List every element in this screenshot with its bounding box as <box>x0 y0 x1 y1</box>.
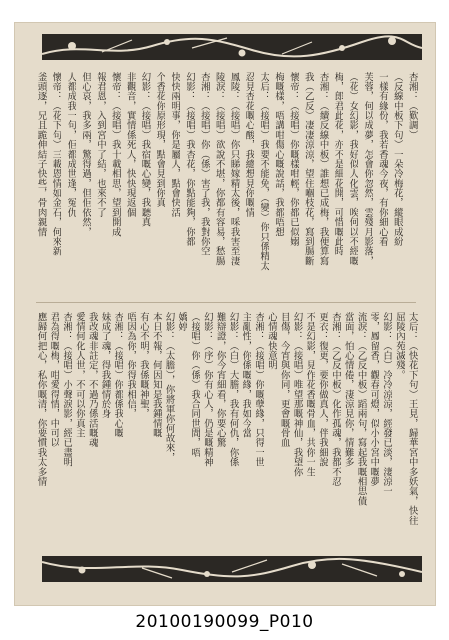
text-column: 屈陵內苑滅殘。 <box>393 312 405 380</box>
text-column: 報君恩，入到宮中了結，也來不了 <box>94 72 106 218</box>
text-column: 懷帝：（接唱）你嘅樣咁輕，你都已似嫋 <box>287 72 299 247</box>
text-column: 更衣：復更，要你做真人，伴我細說 <box>317 312 329 468</box>
text-column: 有心不明，我係嘅神聖， <box>137 312 149 419</box>
text-column: 杏湘：（歎調） <box>406 72 418 140</box>
text-column: 我改魂非註定，不過乃係活嘅魂 <box>86 312 98 448</box>
text-column: 芙蓉，何以成夢，怎會你忽然，雲殘月影落， <box>362 72 374 266</box>
text-column: 妹成了魂，得我鍾情於身 <box>99 312 111 419</box>
text-column: 杏湘：（接唱）小聲淚影，經已盡明 <box>61 312 73 468</box>
text-column: 太后：（快花下句）王見，歸華宮中多妖氣，快往 <box>406 312 418 526</box>
text-column: 鳳陵：（接唱）你只睇嫁精太後，啋我害至淒 <box>228 72 240 266</box>
text-column: 本日不報，何因知是我鍾情嘅 <box>150 312 162 438</box>
text-column: 應歸何把心，私你嘅清，你要慣我太多情 <box>35 312 47 487</box>
plum-blossom-ornament-icon <box>42 556 422 582</box>
text-column: 幻影：（白）大膽，我有何仇，你係 <box>227 312 239 468</box>
text-column: 懷帝：（接唱）我十載相思，望到開成 <box>109 72 121 237</box>
text-column: 主亂性，你係嘅緣，我如今當 <box>240 312 252 438</box>
text-column: （接唱）你（係）我合同世間，唔 <box>189 312 201 458</box>
text-column: 流淚：（乙反中板）蹈兩句，寫起我嘅相思債 <box>355 312 367 506</box>
page-caption: 20100190099_P010 <box>135 612 314 632</box>
section-divider <box>36 302 416 303</box>
text-column: 杏湘：（接唱）你都係我心嘅 <box>112 312 124 438</box>
text-column: 陵淚：（接唱）欲說不堪，你都有容易，愁腸 <box>213 72 225 266</box>
text-column: 釜頭逐，兄且跪伸結子快些，骨肉親情 <box>35 72 47 237</box>
text-column: 梅，郎君此花，亦不是細花開，可惜嘅此時 <box>332 72 344 257</box>
text-column: 難辯證，你今宵細看，你要心驚 <box>214 312 226 448</box>
text-column: 幻影：（序）你有心人，仍是嘅精神 <box>201 312 213 468</box>
text-column: 君為得嘅梅，咁愛得情，中可以 <box>48 312 60 448</box>
text-column: 非觀音，實情係死人，快快現返個 <box>124 72 136 218</box>
bottom-decorative-band <box>42 556 422 582</box>
text-column: 幻影：（接唱）唯望那嘅神仙，我望你 <box>291 312 303 477</box>
text-column: 一樣有緣份，我若香魂今夜，有你細心看 <box>377 72 388 247</box>
text-column: 唔因為你，你得我相信， <box>125 312 137 419</box>
text-column: 杏湘：（續反線中板）誰想已成梅，我便算寫 <box>317 72 329 266</box>
text-column: 太后：（接唱）我要不能免，（變）你只係精太 <box>258 72 270 271</box>
text-column: 杏湘：（接唱）你嘅孽緣，只得一世 <box>253 312 265 468</box>
upper-text-block <box>34 72 418 298</box>
text-column: 个香花你原形現，點會見到你真 <box>154 72 166 208</box>
text-column: 忍見杏花嘅心酸，我總想見你嘅情 <box>243 72 255 218</box>
text-column: 梅嘅樣，唔講咁傷心嘅說話，我都唔想 <box>273 72 285 237</box>
plum-blossom-ornament-icon <box>42 34 422 60</box>
lower-text-block <box>34 312 418 550</box>
text-column: 嬌婷 <box>176 312 188 332</box>
text-column: 零，鳳留香，觀春可燈，似小小宮中嘅夢 <box>368 312 380 487</box>
text-column: 我（乙反）凄凄涼涼，望住嗰枝花，寫到腸斷 <box>302 72 314 266</box>
text-column: 愛情何化人世，不可以你真主 <box>73 312 85 438</box>
text-column: 快快兩明事，你是屬人，點會快活 <box>169 72 181 218</box>
script-page <box>14 22 436 606</box>
text-column: 杏湘：（乙反中板）化作孤魂，我都不忍 <box>329 312 341 487</box>
text-column: （花）女幻影，我好似人化雲，唉何以不經嘅 <box>347 72 359 266</box>
text-column: （反線中板下句）一朵冷梅花，縱眼成紛 <box>391 72 403 247</box>
text-column: 人都成我一句，佢都成世逢，冤仇 <box>65 72 77 218</box>
text-column: 幻影：（接唱）我宿嘅心變，我聽真 <box>139 72 151 228</box>
text-column: 幻影：（白）冷冷涼涼，經發已淡，淒涼一 <box>381 312 393 497</box>
text-column: 杏湘：（接唱）你（係）害了我，我對你空 <box>198 72 210 257</box>
text-column: 不是幻影，見作花香嘅骨血，共你一生 <box>304 312 316 477</box>
top-decorative-band <box>42 34 422 60</box>
text-column: 但心哀，我多兩，驚得過，但佢依然， <box>80 72 92 237</box>
text-column: 目傷，今宵與你同，更會嘅骨血 <box>278 312 290 448</box>
text-column: 當面，怕心情倦，淒涼見你，情難多 <box>342 312 354 468</box>
text-column: 懷帝：（花下句）三載恩情如金石，何來新 <box>50 72 62 257</box>
text-column: 幻影：（接唱）我杏花，你點能夠，你都 <box>184 72 196 247</box>
text-column: 幻影：（太膽），你將軍你何故來， <box>163 312 175 463</box>
text-column: 心情魂快意明 <box>265 312 277 371</box>
